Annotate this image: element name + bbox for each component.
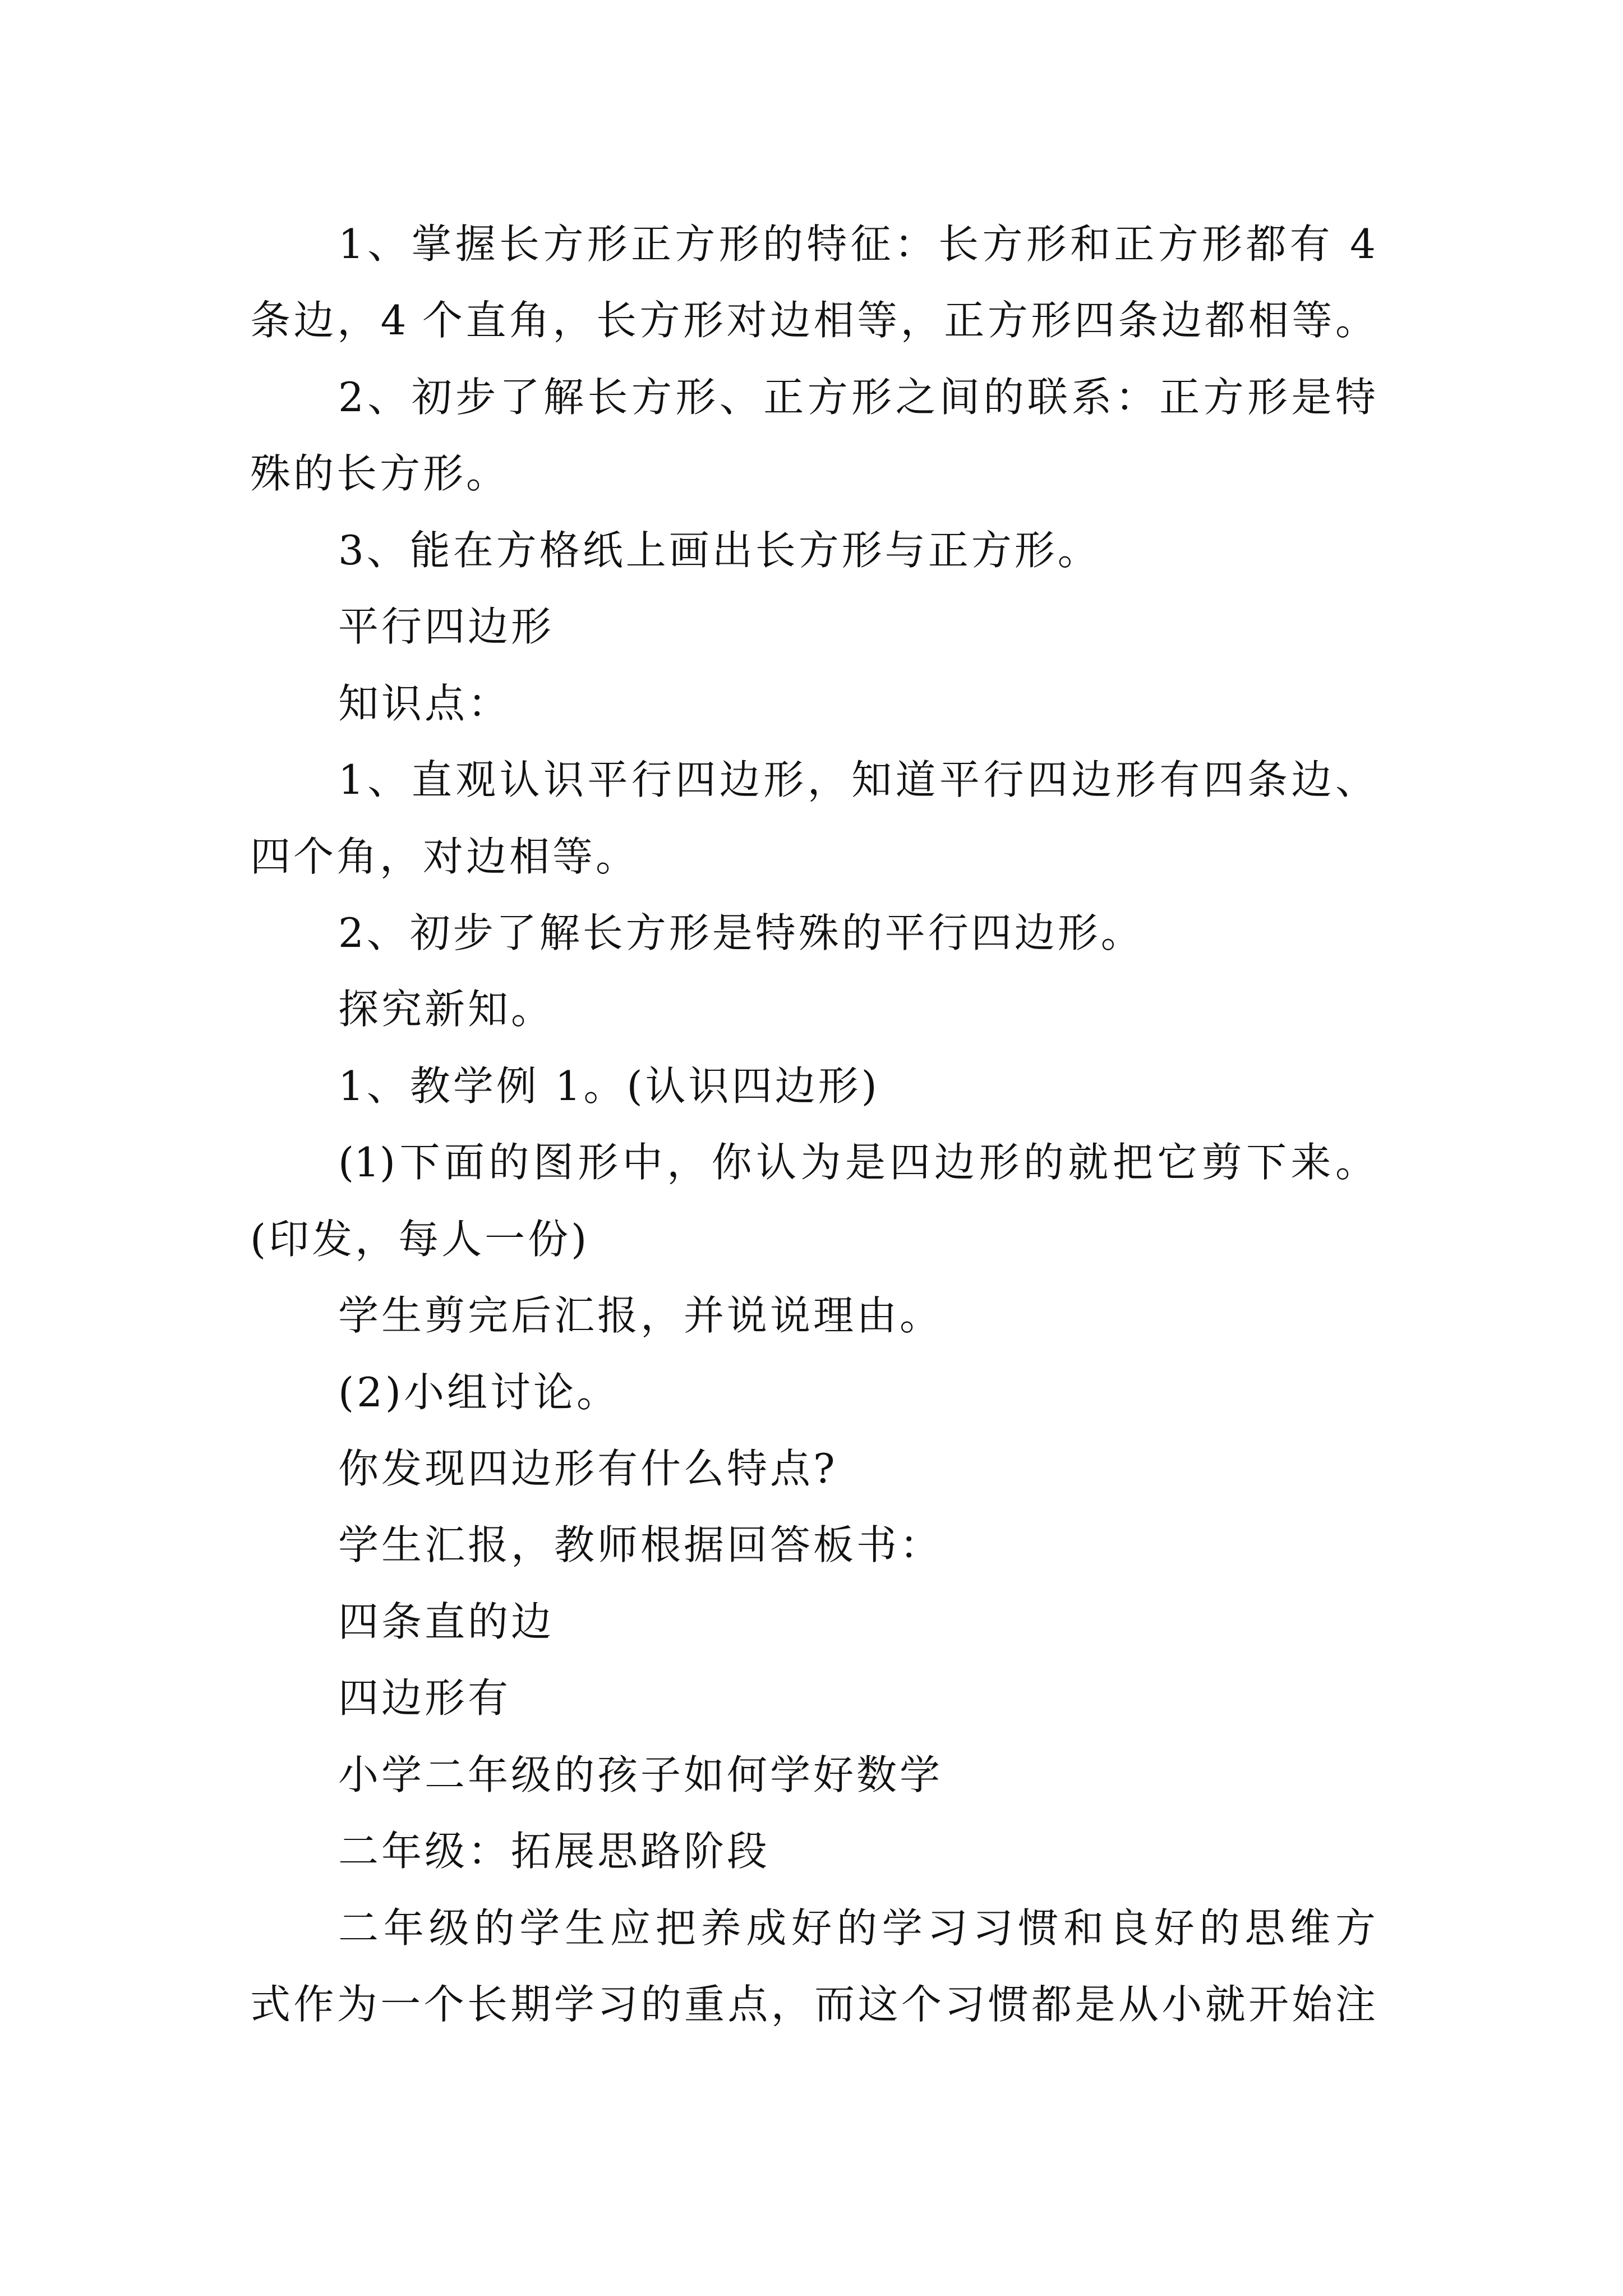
text-line: 四条直的边 [338, 1598, 555, 1645]
grade-stage-heading [250, 1813, 1376, 1889]
knowledge-point-2 [250, 895, 1376, 971]
text-line: 知识点： [338, 679, 511, 727]
text-line: (1)下面的图形中，你认为是四边形的就把它剪下来。 [338, 1139, 1376, 1186]
text-line: 二年级的学生应把养成好的学习习惯和良好的思维方 [338, 1904, 1376, 1952]
text-line: 四边形有 [338, 1674, 511, 1722]
text-line: 学生剪完后汇报，并说说理由。 [338, 1292, 943, 1340]
activity-step-1 [250, 1124, 1376, 1277]
body-paragraph [250, 1890, 1376, 2043]
text-line: (印发，每人一份) [250, 1215, 590, 1263]
text-line: 二年级：拓展思路阶段 [338, 1828, 771, 1875]
text-line: 2、初步了解长方形、正方形之间的联系：正方形是特 [338, 373, 1376, 421]
text-line: 学生汇报，教师根据回答板书： [338, 1521, 943, 1569]
activity-step-2 [250, 1354, 1376, 1430]
text-line: 2、初步了解长方形是特殊的平行四边形。 [338, 909, 1144, 956]
text-line: 殊的长方形。 [250, 450, 510, 498]
text-line: 小学二年级的孩子如何学好数学 [338, 1751, 943, 1798]
blackboard-item [250, 1584, 1376, 1660]
text-line: 平行四边形 [338, 603, 555, 651]
text-line: (2)小组讨论。 [338, 1368, 620, 1416]
section-heading-parallelogram [250, 588, 1376, 665]
blackboard-intro [250, 1507, 1376, 1583]
article-heading [250, 1737, 1376, 1813]
text-line: 1、教学例 1。(认识四边形) [338, 1062, 880, 1110]
discussion-question [250, 1430, 1376, 1507]
text-line: 你发现四边形有什么特点? [338, 1445, 838, 1492]
objective-1 [250, 206, 1376, 359]
objective-2 [250, 359, 1376, 512]
knowledge-points-label [250, 665, 1376, 742]
text-line: 1、掌握长方形正方形的特征：长方形和正方形都有 4 [338, 220, 1376, 268]
text-line: 探究新知。 [338, 986, 555, 1033]
text-line: 1、直观认识平行四边形，知道平行四边形有四条边、 [338, 756, 1376, 804]
section-heading-explore [250, 971, 1376, 1047]
blackboard-item [250, 1660, 1376, 1736]
text-line: 四个角，对边相等。 [250, 832, 639, 880]
knowledge-point-1 [250, 742, 1376, 895]
example-1-heading [250, 1048, 1376, 1124]
text-line: 式作为一个长期学习的重点，而这个习惯都是从小就开始注 [250, 1981, 1376, 2028]
document-body [250, 206, 1376, 2043]
text-line: 条边，4 个直角，长方形对边相等，正方形四条边都相等。 [250, 297, 1376, 344]
student-report-note [250, 1277, 1376, 1354]
text-line: 3、能在方格纸上画出长方形与正方形。 [338, 526, 1101, 574]
objective-3 [250, 512, 1376, 588]
